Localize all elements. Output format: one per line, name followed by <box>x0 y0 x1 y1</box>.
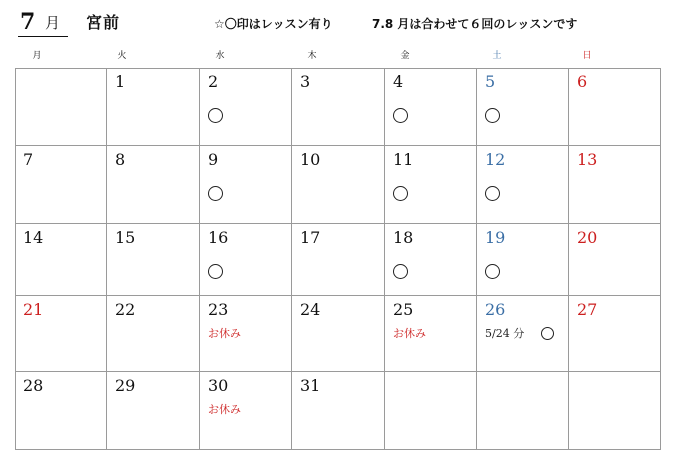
calendar-day-cell[interactable] <box>292 224 385 296</box>
month-number: 7 <box>20 9 36 35</box>
day-number: 20 <box>577 228 598 247</box>
lesson-circle-icon <box>393 186 408 201</box>
calendar-day-cell[interactable] <box>200 296 292 372</box>
weekday-label: 金 <box>400 51 410 61</box>
lesson-circle-icon <box>208 108 223 123</box>
calendar-day-cell[interactable] <box>569 224 661 296</box>
lesson-circle-icon <box>208 186 223 201</box>
calendar-day-cell[interactable] <box>569 68 661 146</box>
lesson-circle-icon <box>485 186 500 201</box>
day-number: 15 <box>115 228 136 247</box>
day-number: 21 <box>23 300 44 319</box>
day-number: 5 <box>485 72 496 91</box>
calendar-grid <box>15 68 661 450</box>
calendar-day-cell <box>569 372 661 450</box>
weekday-label: 土 <box>492 51 502 61</box>
day-number: 13 <box>577 150 598 169</box>
day-number: 23 <box>208 300 229 319</box>
calendar-day-cell[interactable] <box>200 146 292 224</box>
day-number: 24 <box>300 300 321 319</box>
day-number: 16 <box>208 228 229 247</box>
day-number: 10 <box>300 150 321 169</box>
calendar-day-cell[interactable] <box>107 296 200 372</box>
calendar-day-cell[interactable] <box>107 372 200 450</box>
day-number: 25 <box>393 300 414 319</box>
day-number: 8 <box>115 150 126 169</box>
calendar-day-cell[interactable] <box>569 296 661 372</box>
calendar-day-cell[interactable] <box>200 372 292 450</box>
day-number: 18 <box>393 228 414 247</box>
day-number: 22 <box>115 300 136 319</box>
day-off-note: お休み <box>208 327 241 340</box>
day-number: 31 <box>300 376 321 395</box>
calendar-day-cell[interactable] <box>385 224 477 296</box>
day-number: 14 <box>23 228 44 247</box>
calendar-day-cell[interactable] <box>292 68 385 146</box>
calendar-day-cell[interactable] <box>107 146 200 224</box>
day-number: 2 <box>208 72 219 91</box>
weekday-label: 日 <box>582 51 592 61</box>
calendar-day-cell <box>477 372 569 450</box>
weekday-label: 木 <box>307 51 317 61</box>
calendar-day-cell[interactable] <box>477 146 569 224</box>
lesson-circle-icon <box>393 264 408 279</box>
day-number: 7 <box>23 150 34 169</box>
calendar-day-cell[interactable] <box>200 224 292 296</box>
lesson-circle-icon <box>485 108 500 123</box>
calendar-day-cell[interactable] <box>292 296 385 372</box>
summary-note: 7.8 月は合わせて６回のレッスンです <box>372 17 578 31</box>
place-name: 宮前 <box>86 13 121 32</box>
day-number: 19 <box>485 228 506 247</box>
day-number: 1 <box>115 72 126 91</box>
day-number: 3 <box>300 72 311 91</box>
calendar-day-cell[interactable] <box>385 146 477 224</box>
calendar-day-cell[interactable] <box>385 68 477 146</box>
calendar-day-cell[interactable] <box>15 372 107 450</box>
month-unit: 月 <box>45 14 61 32</box>
weekday-label: 月 <box>32 51 42 61</box>
weekday-header-row <box>0 50 678 64</box>
calendar-day-cell[interactable] <box>477 224 569 296</box>
calendar-day-cell[interactable] <box>292 372 385 450</box>
calendar-day-cell[interactable] <box>107 224 200 296</box>
day-off-note: お休み <box>208 403 241 416</box>
calendar-day-cell <box>15 68 107 146</box>
day-number: 28 <box>23 376 44 395</box>
calendar-day-cell[interactable] <box>200 68 292 146</box>
month-underline <box>18 36 68 37</box>
calendar-day-cell[interactable] <box>477 296 569 372</box>
calendar-header <box>0 0 678 42</box>
day-number: 9 <box>208 150 219 169</box>
calendar-day-cell[interactable] <box>15 224 107 296</box>
day-off-note: お休み <box>393 327 426 340</box>
day-number: 17 <box>300 228 321 247</box>
calendar-day-cell[interactable] <box>477 68 569 146</box>
calendar-day-cell[interactable] <box>569 146 661 224</box>
lesson-circle-icon <box>541 327 554 340</box>
day-number: 6 <box>577 72 588 91</box>
calendar-day-cell[interactable] <box>15 296 107 372</box>
day-number: 29 <box>115 376 136 395</box>
day-number: 11 <box>393 150 414 169</box>
calendar-day-cell <box>385 372 477 450</box>
day-number: 30 <box>208 376 229 395</box>
calendar-day-cell[interactable] <box>15 146 107 224</box>
day-number: 12 <box>485 150 506 169</box>
weekday-label: 火 <box>117 51 127 61</box>
day-number: 27 <box>577 300 598 319</box>
legend-note: ☆〇印はレッスン有り <box>214 17 333 31</box>
makeup-lesson-note: 5/24 分 <box>485 327 525 340</box>
calendar-day-cell[interactable] <box>385 296 477 372</box>
lesson-circle-icon <box>208 264 223 279</box>
calendar-day-cell[interactable] <box>292 146 385 224</box>
lesson-circle-icon <box>485 264 500 279</box>
day-number: 4 <box>393 72 404 91</box>
calendar-day-cell[interactable] <box>107 68 200 146</box>
day-number: 26 <box>485 300 506 319</box>
weekday-label: 水 <box>215 51 225 61</box>
lesson-circle-icon <box>393 108 408 123</box>
